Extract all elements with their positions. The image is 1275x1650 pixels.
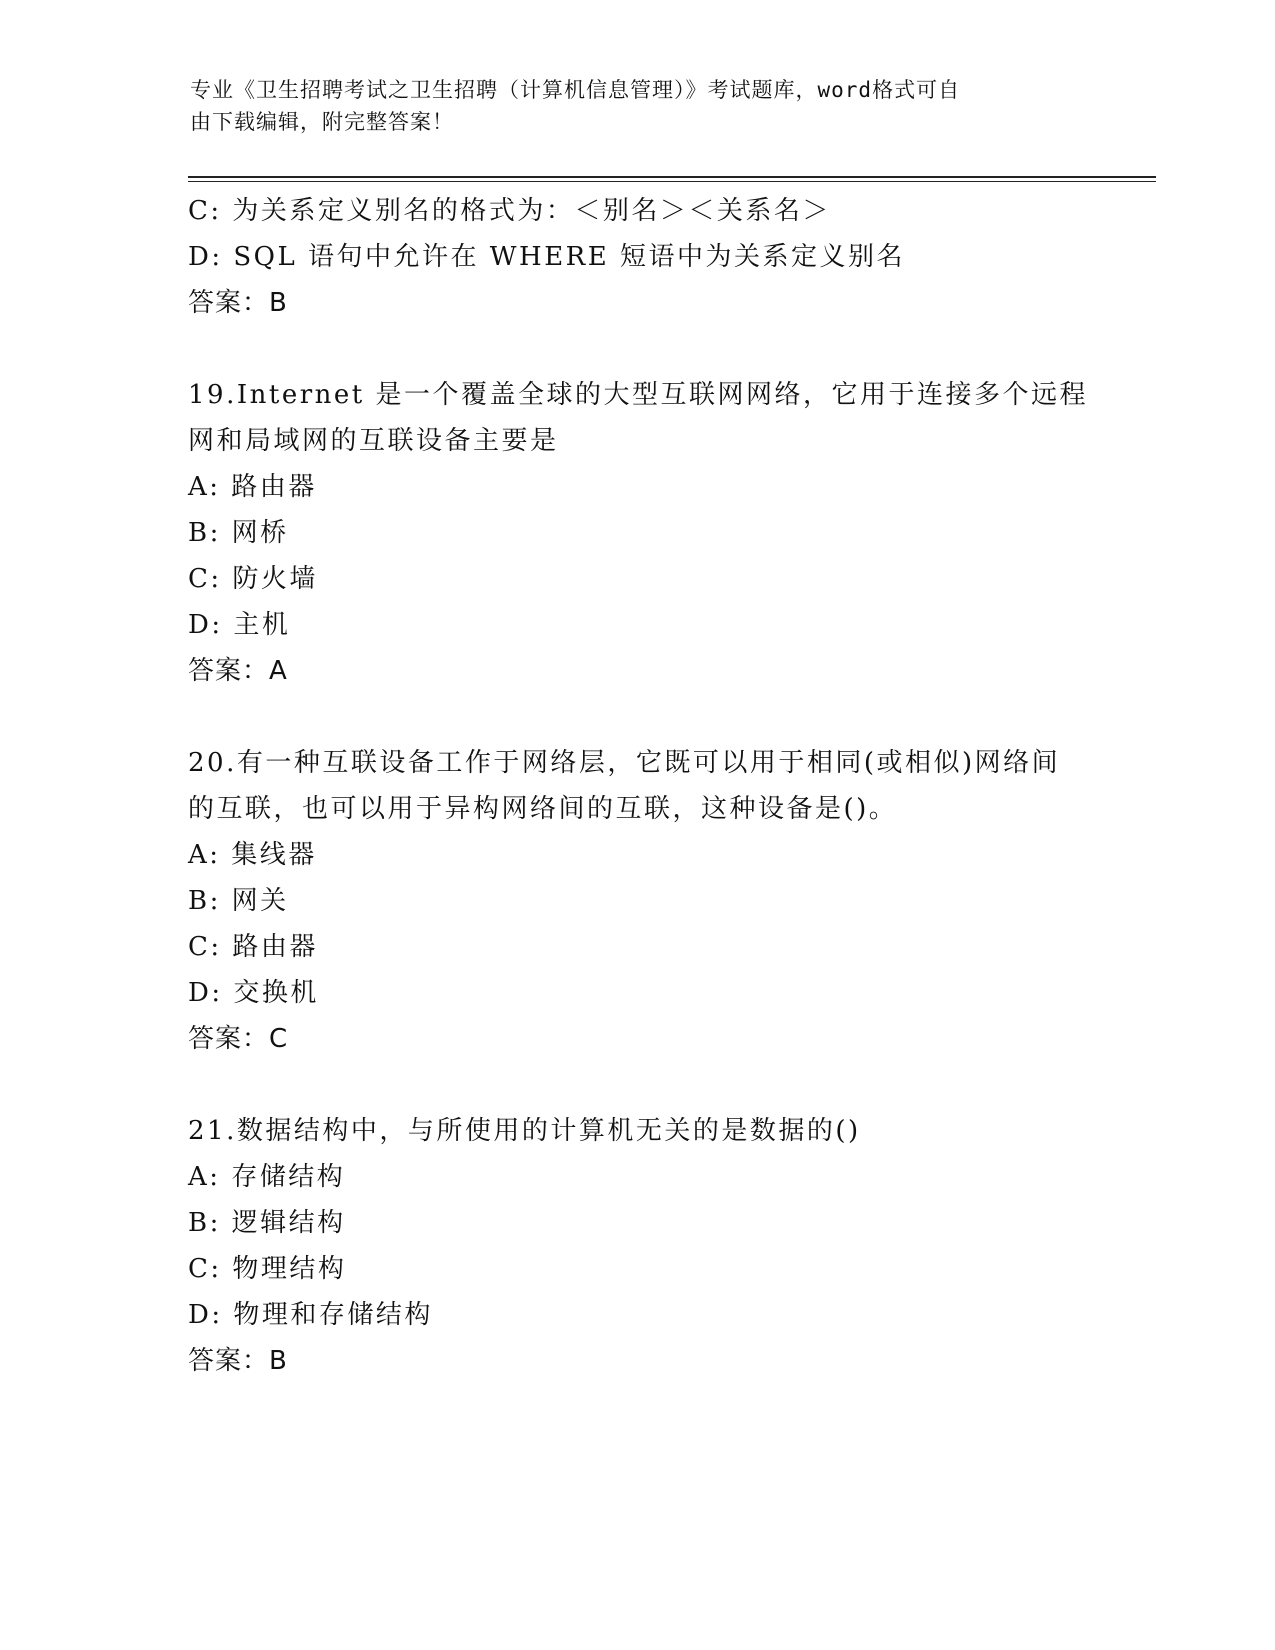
option-d: D: 主机: [188, 610, 291, 640]
option-c: C: 路由器: [188, 932, 318, 962]
option-a: A: 存储结构: [188, 1162, 346, 1192]
question-18-continuation: [188, 188, 1088, 326]
question-20: [188, 740, 1088, 1062]
document-header: [190, 74, 1080, 138]
option-b: B: 网桥: [188, 518, 289, 548]
option-b: B: 网关: [188, 886, 289, 916]
question-19: [188, 372, 1088, 694]
header-divider-thick: [188, 176, 1156, 178]
header-line-1: 专业《卫生招聘考试之卫生招聘（计算机信息管理）》考试题库，word格式可自: [190, 78, 961, 102]
option-a: A: 集线器: [188, 840, 317, 870]
spacer: [188, 694, 1088, 740]
spacer: [188, 326, 1088, 372]
question-text-line-1: 19.Internet 是一个覆盖全球的大型互联网网络，它用于连接多个远程: [188, 380, 1088, 410]
answer: 答案：A: [188, 656, 288, 686]
option-a: A: 路由器: [188, 472, 317, 502]
option-b: B: 逻辑结构: [188, 1208, 346, 1238]
header-line-2: 由下载编辑，附完整答案！: [190, 110, 454, 134]
question-list: [188, 188, 1088, 1384]
option-d: D: SQL 语句中允许在 WHERE 短语中为关系定义别名: [188, 242, 905, 272]
question-21: [188, 1108, 1088, 1384]
question-text-line-2: 的互联，也可以用于异构网络间的互联，这种设备是()。: [188, 794, 898, 824]
answer: 答案：B: [188, 1346, 288, 1376]
question-text-line-1: 20.有一种互联设备工作于网络层，它既可以用于相同(或相似)网络间: [188, 748, 1061, 778]
option-c: C: 为关系定义别名的格式为：＜别名＞＜关系名＞: [188, 196, 831, 226]
option-d: D: 物理和存储结构: [188, 1300, 433, 1330]
question-text-line-2: 网和局域网的互联设备主要是: [188, 426, 559, 456]
option-d: D: 交换机: [188, 978, 319, 1008]
spacer: [188, 1062, 1088, 1108]
header-divider-thin: [188, 181, 1156, 182]
answer: 答案：C: [188, 1024, 289, 1054]
option-c: C: 物理结构: [188, 1254, 347, 1284]
answer: 答案：B: [188, 288, 288, 318]
question-text-line-1: 21.数据结构中，与所使用的计算机无关的是数据的(): [188, 1116, 861, 1146]
option-c: C: 防火墙: [188, 564, 318, 594]
